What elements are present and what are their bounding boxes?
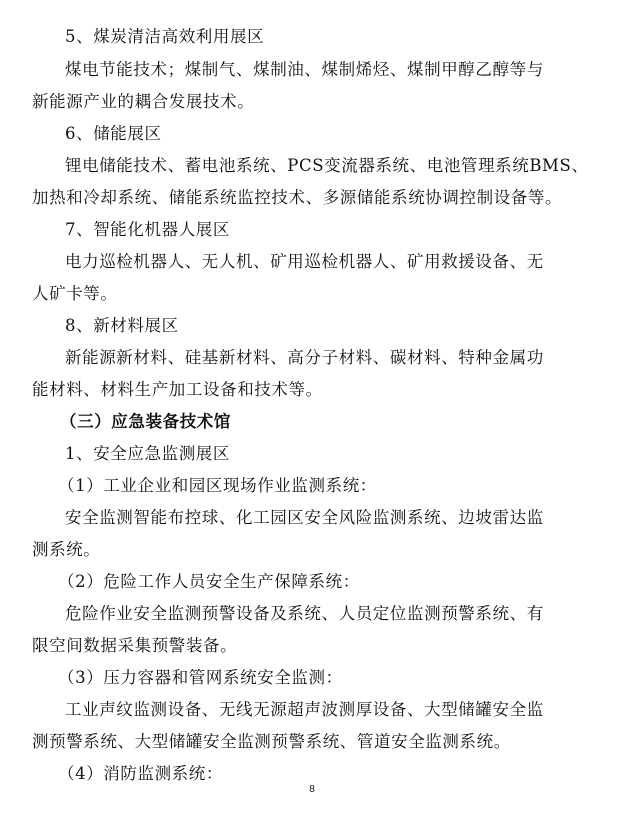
- paragraph-line: 锂电储能技术、蓄电池系统、PCS变流器系统、电池管理系统BMS、: [65, 156, 589, 175]
- paragraph-line: 能材料、材料生产加工设备和技术等。: [32, 380, 323, 399]
- paragraph-line: 电力巡检机器人、无人机、矿用巡检机器人、矿用救援设备、无: [65, 252, 544, 271]
- paragraph-line: 危险作业安全监测预警设备及系统、人员定位监测预警系统、有: [65, 604, 544, 623]
- paragraph-line: 测系统。: [32, 540, 101, 559]
- subsection-heading: （4）消防监测系统：: [58, 764, 223, 783]
- section-heading: 6、储能展区: [65, 124, 162, 143]
- paragraph-line: 加热和冷却系统、储能系统监控技术、多源储能系统协调控制设备等。: [32, 188, 563, 207]
- paragraph-line: 工业声纹监测设备、无线无源超声波测厚设备、大型储罐安全监: [65, 700, 544, 719]
- paragraph-line: 新能源产业的耦合发展技术。: [32, 92, 255, 111]
- section-heading: 7、智能化机器人展区: [65, 220, 230, 239]
- paragraph-line: 人矿卡等。: [32, 284, 118, 303]
- section-heading: 1、安全应急监测展区: [65, 444, 230, 463]
- hall-heading: （三）应急装备技术馆: [60, 412, 231, 431]
- page-number: 8: [309, 784, 315, 795]
- section-heading: 5、煤炭清洁高效利用展区: [65, 27, 265, 46]
- subsection-heading: （1）工业企业和园区现场作业监测系统：: [58, 476, 377, 495]
- paragraph-line: 煤电节能技术；煤制气、煤制油、煤制烯烃、煤制甲醇乙醇等与: [65, 60, 544, 79]
- paragraph-line: 安全监测智能布控球、化工园区安全风险监测系统、边坡雷达监: [65, 508, 544, 527]
- paragraph-line: 限空间数据采集预警装备。: [32, 636, 238, 655]
- subsection-heading: （3）压力容器和管网系统安全监测：: [58, 668, 343, 687]
- section-heading: 8、新材料展区: [65, 316, 179, 335]
- paragraph-line: 测预警系统、大型储罐安全监测预警系统、管道安全监测系统。: [32, 732, 511, 751]
- subsection-heading: （2）危险工作人员安全生产保障系统：: [58, 572, 360, 591]
- paragraph-line: 新能源新材料、硅基新材料、高分子材料、碳材料、特种金属功: [65, 348, 544, 367]
